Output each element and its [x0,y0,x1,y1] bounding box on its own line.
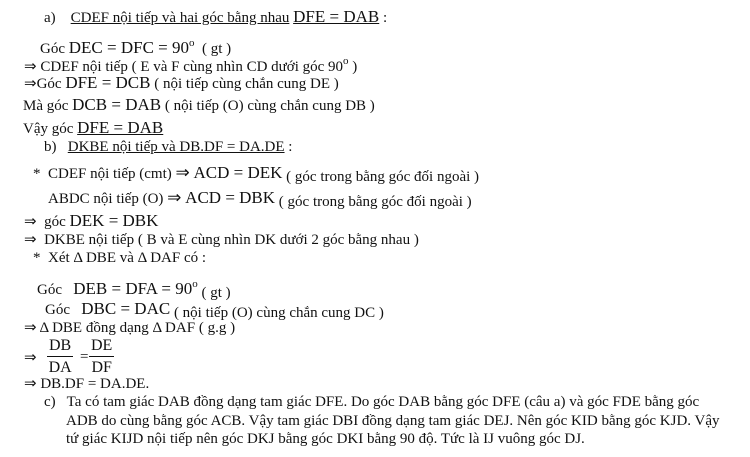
text: ) [348,59,358,75]
text: DB.DF = DA.DE. [40,376,150,392]
note: ( góc trong bằng góc đối ngoài ) [286,169,480,185]
text: DKBE nội tiếp ( B và E cùng nhìn DK dưới 2 góc bằng nhau ) [44,232,419,248]
line-b6 [37,275,231,299]
part-a-heading-text: CDEF nội tiếp và hai góc bằng nhau [70,10,290,26]
line-a3 [24,74,339,93]
text: Góc [45,302,70,318]
implies-icon: ⇒ [24,350,37,366]
text: Δ DBE đồng dạng Δ DAF ( g.g ) [39,320,236,336]
degree: o [192,278,198,290]
equation: ACD = DBK [185,188,276,207]
text: Mà góc [23,98,69,114]
part-b-heading [44,138,292,156]
part-c-line1 [44,393,699,411]
equation: DCB = DAB [72,95,162,114]
note: ( nội tiếp (O) cùng chắn cung DC ) [173,305,384,321]
note: ( gt ) [202,41,232,57]
part-a-label: a) [44,10,56,26]
denominator: DF [91,359,112,376]
equals-sign: = [80,349,89,365]
text: Xét Δ DBE và Δ DAF có : [48,250,207,266]
text: Góc [37,282,62,298]
line-b4 [24,231,419,249]
numerator: DB [47,336,73,357]
line-b3 [24,212,158,231]
line-b9-arrow [24,349,37,367]
equation: DEB = DFA = 90 [73,279,193,298]
text: Vậy góc [23,121,74,137]
text: góc [44,214,66,230]
implies-icon: ⇒ [167,188,182,207]
implies-icon: ⇒ [24,232,37,248]
fraction-db-da [47,336,73,379]
line-b7 [45,300,384,319]
part-a-heading-equation: DFE = DAB [293,7,380,26]
implies-icon: ⇒ [175,163,190,182]
implies-icon: ⇒ [24,376,37,392]
text: ABDC nội tiếp (O) [48,191,164,207]
colon: : [382,10,388,26]
text: Góc [40,41,65,57]
equation: DEK = DBK [69,211,159,230]
degree: o [189,37,195,49]
text: CDEF nội tiếp (cmt) [48,166,172,182]
line-a5 [23,119,163,138]
text: Góc [36,76,62,92]
colon: : [288,139,293,155]
bullet-star: * [33,250,41,266]
line-b8 [24,319,235,337]
line-a4 [23,96,375,115]
note: ( gt ) [201,285,231,301]
note: ( nội tiếp (O) cùng chắn cung DB ) [164,98,375,114]
part-a-heading [44,8,387,27]
text: Ta có tam giác DAB đồng dạng tam giác DFE. Do góc DAB bằng góc DFE (câu a) và góc FDE bằng góc [66,394,700,410]
line-b10 [24,375,149,393]
line-b1 [33,164,479,183]
part-b-label: b) [44,139,57,155]
line-b5 [33,249,206,267]
numerator: DE [89,336,114,357]
implies-icon: ⇒ [24,59,37,75]
line-b2 [48,189,472,208]
part-c-line3: tứ giác KIJD nội tiếp nên góc DKJ bằng góc DKI bằng 90 độ. Tức là IJ vuông góc DJ. [66,431,585,447]
equation: DEC = DFC = 90 [68,38,189,57]
fraction-de-df [89,336,114,379]
part-b-heading-text: DKBE nội tiếp và DB.DF = DA.DE [67,139,285,155]
implies-icon: ⇒ [24,214,37,230]
text: CDEF nội tiếp ( E và F cùng nhìn CD dưới góc 90 [40,59,344,75]
bullet-star: * [33,166,41,182]
denominator: DA [48,359,72,376]
note: ( nội tiếp cùng chắn cung DE ) [154,76,339,92]
implies-icon: ⇒ [24,320,37,336]
part-c-label: c) [44,394,56,410]
equation: DFE = DAB [77,118,164,137]
degree: o [343,55,349,67]
equation: DBC = DAC [81,299,171,318]
part-c-line2: ADB do cùng bằng góc ACB. Vậy tam giác DBI đồng dạng tam giác DEJ. Nên góc KID bằng góc KJD. Vậy [66,413,720,429]
equation: ACD = DEK [193,163,283,182]
implies-icon: ⇒ [24,76,37,92]
note: ( góc trong bằng góc đối ngoài ) [278,194,472,210]
equation: DFE = DCB [65,73,151,92]
